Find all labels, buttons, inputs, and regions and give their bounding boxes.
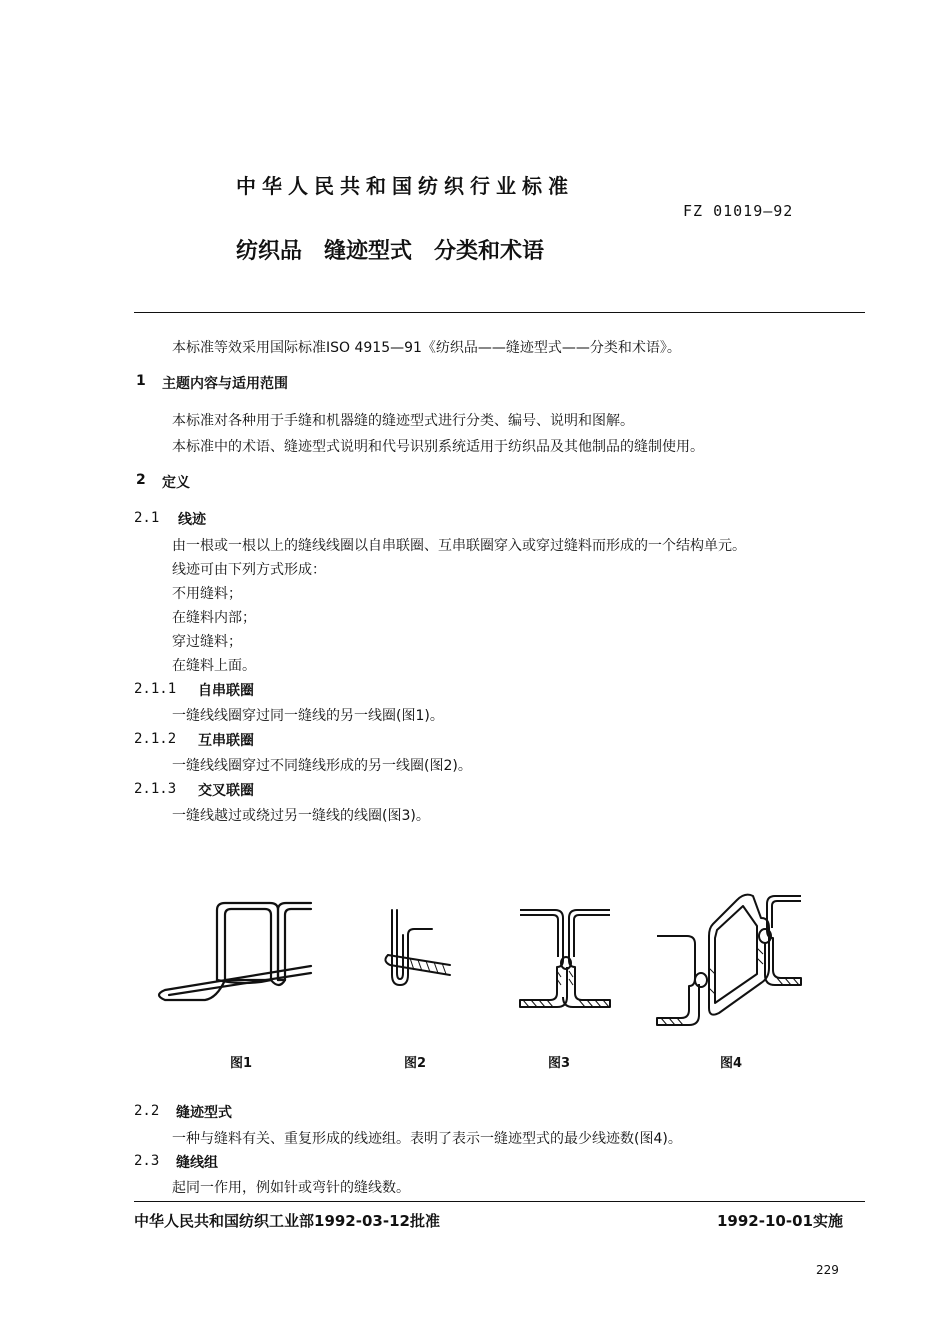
standard-org-title: 中华人民共和国纺织行业标准	[236, 174, 574, 198]
figure-1-caption: 图1	[230, 1056, 253, 1071]
figure-2-caption: 图2	[404, 1056, 427, 1071]
document-title: 纺织品 缝迹型式 分类和术语	[236, 239, 545, 264]
section-1-paragraph: 本标准中的术语、缝迹型式说明和代号识别系统适用于纺织品及其他制品的缝制使用。	[172, 439, 704, 455]
issuer-approval: 中华人民共和国纺织工业部1992-03-12批准	[134, 1212, 440, 1230]
section-2-heading: 定义	[162, 475, 190, 491]
clause-2-1-number: 2.1	[134, 510, 160, 526]
section-1-number: 1	[136, 373, 146, 389]
clause-2-1-line: 在缝料上面。	[172, 658, 256, 674]
figure-4-caption: 图4	[720, 1056, 743, 1071]
section-2-number: 2	[136, 472, 146, 488]
clause-2-3-text: 起同一作用，例如针或弯针的缝线数。	[172, 1180, 410, 1196]
header-rule	[134, 312, 865, 313]
intro-paragraph: 本标准等效采用国际标准ISO 4915—91《纺织品——缝迹型式——分类和术语》。	[172, 340, 681, 356]
self-interloop-figure	[145, 895, 315, 1010]
clause-2-1-3-text: 一缝线越过或绕过另一缝线的线圈(图3)。	[172, 808, 430, 824]
clause-2-1-line: 在缝料内部；	[172, 610, 256, 626]
clause-2-3-number: 2.3	[134, 1153, 160, 1169]
clause-2-1-line: 线迹可由下列方式形成：	[172, 562, 326, 578]
clause-2-1-2-text: 一缝线线圈穿过不同缝线形成的另一线圈(图2)。	[172, 758, 472, 774]
section-1-heading: 主题内容与适用范围	[162, 376, 288, 392]
clause-2-3-title: 缝线组	[176, 1155, 218, 1171]
effective-date: 1992-10-01实施	[717, 1212, 843, 1230]
clause-2-1-3-title: 交叉联圈	[198, 783, 254, 799]
figure-3-caption: 图3	[548, 1056, 571, 1071]
clause-2-1-2-title: 互串联圈	[198, 733, 254, 749]
section-1-paragraph: 本标准对各种用于手缝和机器缝的缝迹型式进行分类、编号、说明和图解。	[172, 413, 634, 429]
clause-2-2-number: 2.2	[134, 1103, 160, 1119]
clause-2-1-2-number: 2.1.2	[134, 731, 177, 747]
clause-2-1-1-title: 自串联圈	[198, 683, 254, 699]
clause-2-1-line: 由一根或一根以上的缝线线圈以自串联圈、互串联圈穿入或穿过缝料而形成的一个结构单元。	[172, 538, 746, 554]
stitch-type-figure	[653, 888, 805, 1030]
interlace-figure	[515, 905, 615, 1015]
clause-2-1-line: 不用缝料；	[172, 586, 242, 602]
clause-2-2-text: 一种与缝料有关、重复形成的线迹组。表明了表示一缝迹型式的最少线迹数(图4)。	[172, 1131, 682, 1147]
clause-2-1-title: 线迹	[178, 512, 206, 528]
standard-code: FZ 01019—92	[683, 202, 794, 220]
clause-2-2-title: 缝迹型式	[176, 1105, 232, 1121]
clause-2-1-line: 穿过缝料；	[172, 634, 242, 650]
interloop-figure	[380, 905, 455, 990]
clause-2-1-3-number: 2.1.3	[134, 781, 177, 797]
clause-2-1-1-number: 2.1.1	[134, 681, 177, 697]
clause-2-1-1-text: 一缝线线圈穿过同一缝线的另一线圈(图1)。	[172, 708, 444, 724]
page-number: 229	[816, 1263, 839, 1277]
footer-rule	[134, 1201, 865, 1202]
